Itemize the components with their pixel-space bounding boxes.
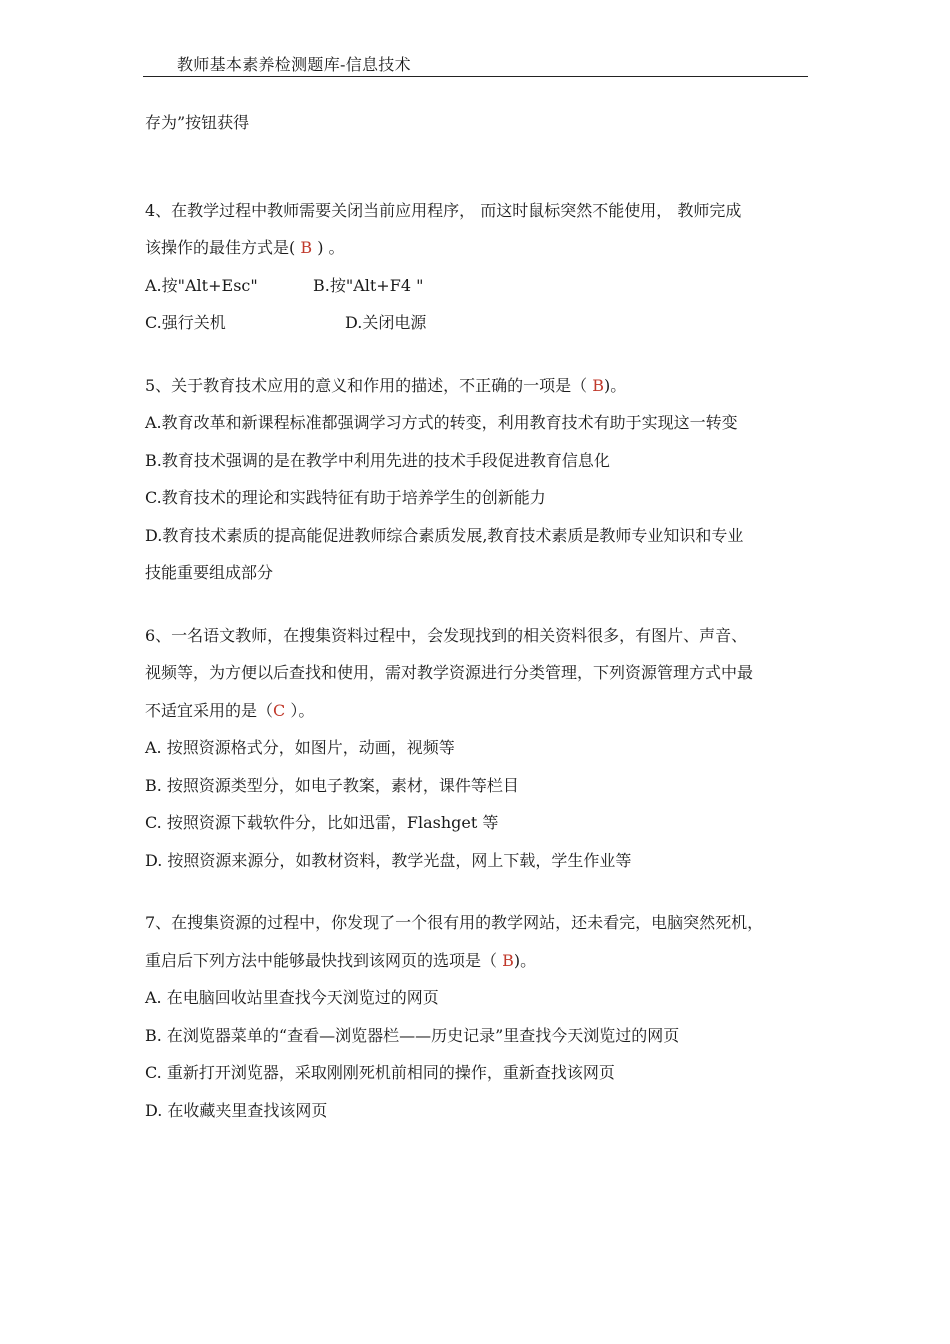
question-5-option-d-line-2: 技能重要组成部分 [145, 563, 274, 582]
question-4-stem-line-1: 4、在教学过程中教师需要关闭当前应用程序， 而这时鼠标突然不能使用， 教师完成 [145, 200, 742, 220]
question-7-option-c: C. 重新打开浏览器，采取刚刚死机前相同的操作，重新查找该网页 [145, 1063, 615, 1082]
question-5-option-b: B.教育技术强调的是在教学中利用先进的技术手段促进教育信息化 [145, 450, 610, 470]
question-6-stem-line-3: 不适宜采用的是（C ）。 [145, 700, 315, 720]
question-4-option-a: A.按"Alt+Esc" [145, 275, 258, 295]
question-6-option-d: D. 按照资源来源分，如教材资料，教学光盘，网上下载，学生作业等 [145, 850, 632, 870]
question-5 [145, 367, 815, 592]
question-5-option-d-line-1: D.教育技术素质的提高能促进教师综合素质发展,教育技术素质是教师专业知识和专业 [145, 525, 744, 545]
question-7-option-d: D. 在收藏夹里查找该网页 [145, 1100, 328, 1120]
question-5-answer: B [592, 375, 605, 395]
question-4-stem-line-2: 该操作的最佳方式是( B ) 。 [145, 238, 345, 257]
question-7-stem-line-2: 重启后下列方法中能够最快找到该网页的选项是（ B)。 [145, 950, 537, 970]
question-5-stem: 5、关于教育技术应用的意义和作用的描述，不正确的一项是（ B)。 [145, 375, 627, 395]
question-4-option-c: C.强行关机 [145, 313, 226, 332]
page-header [143, 50, 808, 77]
question-6-answer: C [273, 700, 291, 720]
question-7-option-b: B. 在浏览器菜单的“查看—浏览器栏——历史记录”里查找今天浏览过的网页 [145, 1025, 680, 1045]
question-6-stem-line-1: 6、一名语文教师，在搜集资料过程中，会发现找到的相关资料很多，有图片、声音、 [145, 625, 748, 645]
question-6-stem-line-2: 视频等，为方便以后查找和使用，需对教学资源进行分类管理，下列资源管理方式中最 [145, 663, 754, 682]
question-4 [145, 192, 815, 342]
question-7-option-a: A. 在电脑回收站里查找今天浏览过的网页 [145, 988, 439, 1007]
question-5-option-c: C.教育技术的理论和实践特征有助于培养学生的创新能力 [145, 488, 546, 507]
question-7-answer: B [502, 950, 514, 970]
question-4-option-b: B.按"Alt+F4 " [313, 275, 424, 295]
question-6-option-c: C. 按照资源下载软件分，比如迅雷，Flashget 等 [145, 813, 499, 832]
question-7 [145, 904, 815, 1129]
header-title: 教师基本素养检测题库-信息技术 [177, 55, 411, 74]
question-6-option-b: B. 按照资源类型分，如电子教案，素材，课件等栏目 [145, 775, 519, 795]
question-7-stem-line-1: 7、在搜集资源的过程中，你发现了一个很有用的教学网站，还未看完，电脑突然死机， [145, 913, 764, 932]
question-6-option-a: A. 按照资源格式分，如图片，动画，视频等 [145, 738, 455, 757]
question-6 [145, 617, 815, 880]
document-body [145, 104, 815, 1129]
continuation-text: 存为”按钮获得 [145, 113, 250, 132]
question-4-answer: B [295, 238, 318, 257]
question-4-option-d: D.关闭电源 [345, 313, 427, 332]
question-5-option-a: A.教育改革和新课程标准都强调学习方式的转变，利用教育技术有助于实现这一转变 [145, 413, 738, 432]
